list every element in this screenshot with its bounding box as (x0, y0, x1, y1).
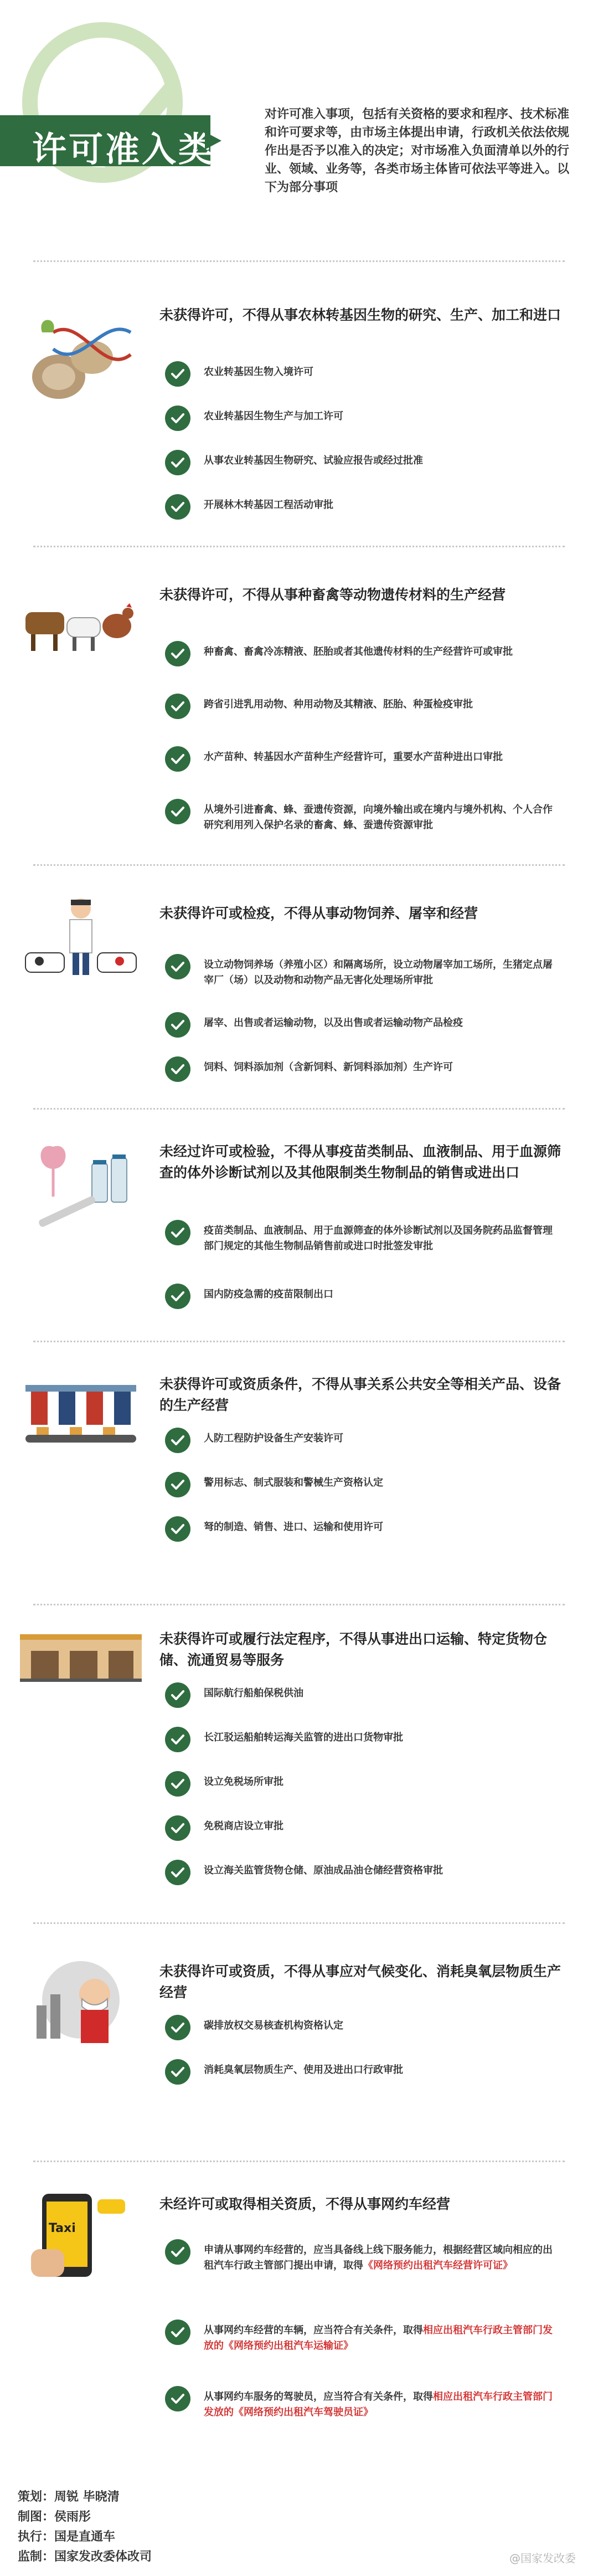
credit-line (18, 2507, 91, 2527)
credit-line (18, 2547, 152, 2567)
item-text: 消耗臭氧层物质生产、使用及进出口行政审批 (204, 2064, 403, 2076)
item-text: 种畜禽、畜禽冷冻精液、胚胎或者其他遗传材料的生产经营许可或审批 (204, 646, 513, 658)
section-title: 未经许可或取得相关资质，不得从事网约车经营 (159, 2196, 451, 2212)
section-divider (33, 260, 565, 262)
list-item (165, 1219, 565, 1251)
section-divider (33, 1108, 565, 1110)
check-icon (165, 450, 190, 475)
check-icon (165, 746, 190, 772)
credit-value: 周锐 毕晓清 (54, 2490, 120, 2504)
factory-line-illustration (20, 1363, 142, 1463)
item-text-highlight: 相应出租汽车行政主管部门发放的《网络预约出租汽车驾驶员证》 (204, 2391, 553, 2418)
farmer-cows-illustration (20, 892, 142, 992)
check-icon (165, 2059, 190, 2085)
credit-value: 国是直通车 (54, 2530, 116, 2544)
check-icon (165, 1056, 190, 1082)
item-text: 碳排放权交易核查机构资格认定 (204, 2020, 343, 2031)
item-text: 从事农业转基因生物研究、试验应报告或经过批准 (204, 455, 423, 466)
list-item (165, 1471, 565, 1503)
section-divider (33, 1604, 565, 1605)
vaccine-illustration (20, 1136, 142, 1235)
list-item (165, 1282, 565, 1315)
section-divider (33, 1341, 565, 1342)
list-item (165, 360, 565, 392)
check-icon (165, 1727, 190, 1752)
item-text: 农业转基因生物生产与加工许可 (204, 410, 343, 422)
check-icon (165, 694, 190, 719)
item-text: 弩的制造、销售、进口、运输和使用许可 (204, 1521, 383, 1533)
list-item (165, 798, 565, 830)
check-icon (165, 799, 190, 824)
section-title: 未获得许可或资质，不得从事应对气候变化、消耗臭氧层物质生产经营 (159, 1963, 561, 2000)
item-text-part: 从事网约车服务的驾驶员，应当符合有关条件，取得 (204, 2391, 433, 2403)
footer (0, 2487, 598, 2576)
list-item (165, 1426, 565, 1459)
list-item (165, 2385, 565, 2438)
list-item (165, 493, 565, 525)
item-text: 农业转基因生物入境许可 (204, 366, 313, 378)
list-item (165, 1011, 565, 1043)
item-text: 跨省引进乳用动物、种用动物及其精液、胚胎、种蛋检疫审批 (204, 699, 473, 710)
item-text: 水产苗种、转基因水产苗种生产经营许可，重要水产苗种进出口审批 (204, 751, 503, 763)
section-title: 未获得许可或检疫，不得从事动物饲养、屠宰和经营 (159, 905, 478, 921)
list-item (165, 2318, 565, 2371)
header (0, 0, 598, 194)
section-title: 未获得许可或履行法定程序，不得从事进出口运输、特定货物仓储、流通贸易等服务 (159, 1631, 548, 1668)
item-text (204, 2323, 554, 2354)
intro-text: 对许可准入事项，包括有关资格的要求和程序、技术标准和许可要求等，由市场主体提出申请，行政机关依法依规作出是否予以准入的决定；对市场准入负面清单以外的行业、领域、业务等，各类市场主体皆可依法平等进入。以下为部分事项 (265, 107, 570, 194)
item-text (204, 2243, 554, 2274)
credit-label: 制图： (18, 2510, 55, 2524)
item-text-highlight: 《网络预约出租汽车经营许可证》 (363, 2260, 513, 2271)
list-item (165, 1859, 565, 1891)
list-item (165, 2238, 565, 2305)
list-item (165, 404, 565, 437)
section-title: 未获得许可或资质条件，不得从事关系公共安全等相关产品、设备的生产经营 (159, 1376, 561, 1413)
gmo-seeds-illustration (20, 310, 142, 410)
check-icon (165, 1284, 190, 1309)
item-text: 疫苗类制品、血液制品、用于血源筛查的体外诊断试剂以及国务院药品监督管理部门规定的其他生物制品销售前或进口时批签发审批 (204, 1225, 553, 1252)
check-icon (165, 1815, 190, 1841)
item-text: 饲料、饲料添加剂（含新饲料、新饲料添加剂）生产许可 (204, 1061, 453, 1073)
credit-line (18, 2487, 120, 2507)
section-divider (33, 546, 565, 547)
item-text: 屠宰、出售或者运输动物，以及出售或者运输动物产品检疫 (204, 1017, 463, 1029)
list-item (165, 449, 565, 481)
item-text (204, 2389, 554, 2420)
item-text: 免税商店设立审批 (204, 1820, 283, 1832)
section-title: 未获得许可，不得从事农林转基因生物的研究、生产、加工和进口 (159, 307, 561, 323)
item-text-highlight: 相应出租汽车行政主管部门发放的《网络预约出租汽车运输证》 (204, 2324, 553, 2352)
credit-label: 策划： (18, 2490, 55, 2504)
taxi-sign: Taxi (49, 2221, 76, 2235)
check-icon (165, 494, 190, 520)
list-item (165, 953, 565, 985)
pollution-mask-illustration (20, 1956, 142, 2055)
item-text-part: 从事网约车经营的车辆，应当符合有关条件，取得 (204, 2324, 423, 2336)
item-text: 设立免税场所审批 (204, 1776, 283, 1788)
warehouse-illustration (20, 1629, 142, 1728)
credit-label: 监制： (18, 2550, 55, 2564)
item-text: 开展林木转基因工程活动审批 (204, 499, 333, 511)
item-text: 国内防疫急需的疫苗限制出口 (204, 1289, 333, 1300)
credit-line (18, 2527, 115, 2547)
section-title: 未获得许可，不得从事种畜禽等动物遗传材料的生产经营 (159, 587, 506, 603)
check-icon (165, 1771, 190, 1797)
section-title: 未经过许可或检验，不得从事疫苗类制品、血液制品、用于血源筛查的体外诊断试剂以及其他限制类生物制品的销售或进出口 (159, 1143, 561, 1181)
credit-value: 国家发改委体改司 (54, 2550, 152, 2564)
list-item (165, 1681, 565, 1713)
item-text: 设立动物饲养场（养殖小区）和隔离场所，设立动物屠宰加工场所，生猪定点屠宰厂（场）以及动物和动物产品无害化处理场所审批 (204, 959, 553, 986)
page-title: 许可准入类 (32, 129, 215, 170)
list-item (165, 1770, 565, 1802)
check-icon (165, 1012, 190, 1038)
item-text: 国际航行船舶保税供油 (204, 1687, 303, 1699)
check-icon (165, 361, 190, 387)
list-item (165, 1515, 565, 1547)
credit-label: 执行： (18, 2530, 55, 2544)
section-divider (33, 1922, 565, 1924)
section-divider (33, 2161, 565, 2162)
livestock-illustration (20, 579, 142, 679)
item-text: 长江驳运船舶转运海关监管的进出口货物审批 (204, 1732, 403, 1743)
section-divider (33, 864, 565, 866)
check-icon (165, 2320, 190, 2345)
check-icon (165, 406, 190, 431)
check-icon (165, 2239, 190, 2265)
list-item (165, 1055, 565, 1087)
watermark: @国家发改委 (509, 2552, 576, 2565)
check-icon (165, 1472, 190, 1497)
check-icon (165, 1220, 190, 1245)
item-text: 人防工程防护设备生产安装许可 (204, 1433, 343, 1444)
list-item (165, 1726, 565, 1758)
list-item (165, 2058, 565, 2090)
list-item (165, 1814, 565, 1846)
list-item (165, 640, 565, 672)
list-item (165, 745, 565, 777)
check-icon (165, 954, 190, 979)
item-text: 从境外引进畜禽、蜂、蚕遗传资源，向境外输出或在境内与境外机构、个人合作研究利用列入保护名录的畜禽、蜂、蚕遗传资源审批 (204, 804, 553, 831)
check-icon (165, 1860, 190, 1885)
credit-value: 侯雨彤 (54, 2510, 91, 2524)
item-text: 设立海关监管货物仓储、原油成品油仓储经营资格审批 (204, 1865, 443, 1876)
item-text-part: 申请从事网约车经营的，应当具备线上线下服务能力，根据经营区域向相应的出租汽车行政主管部门提出申请，取得 (204, 2244, 553, 2271)
list-item (165, 692, 565, 725)
check-icon (165, 1428, 190, 1453)
check-icon (165, 641, 190, 666)
check-icon (165, 1516, 190, 1542)
taxi-phone-illustration (20, 2188, 142, 2288)
check-icon (165, 2015, 190, 2040)
check-icon (165, 2386, 190, 2411)
list-item (165, 2014, 565, 2046)
check-icon (165, 1682, 190, 1708)
item-text: 警用标志、制式服装和警械生产资格认定 (204, 1477, 383, 1489)
title-arrow (205, 132, 221, 150)
